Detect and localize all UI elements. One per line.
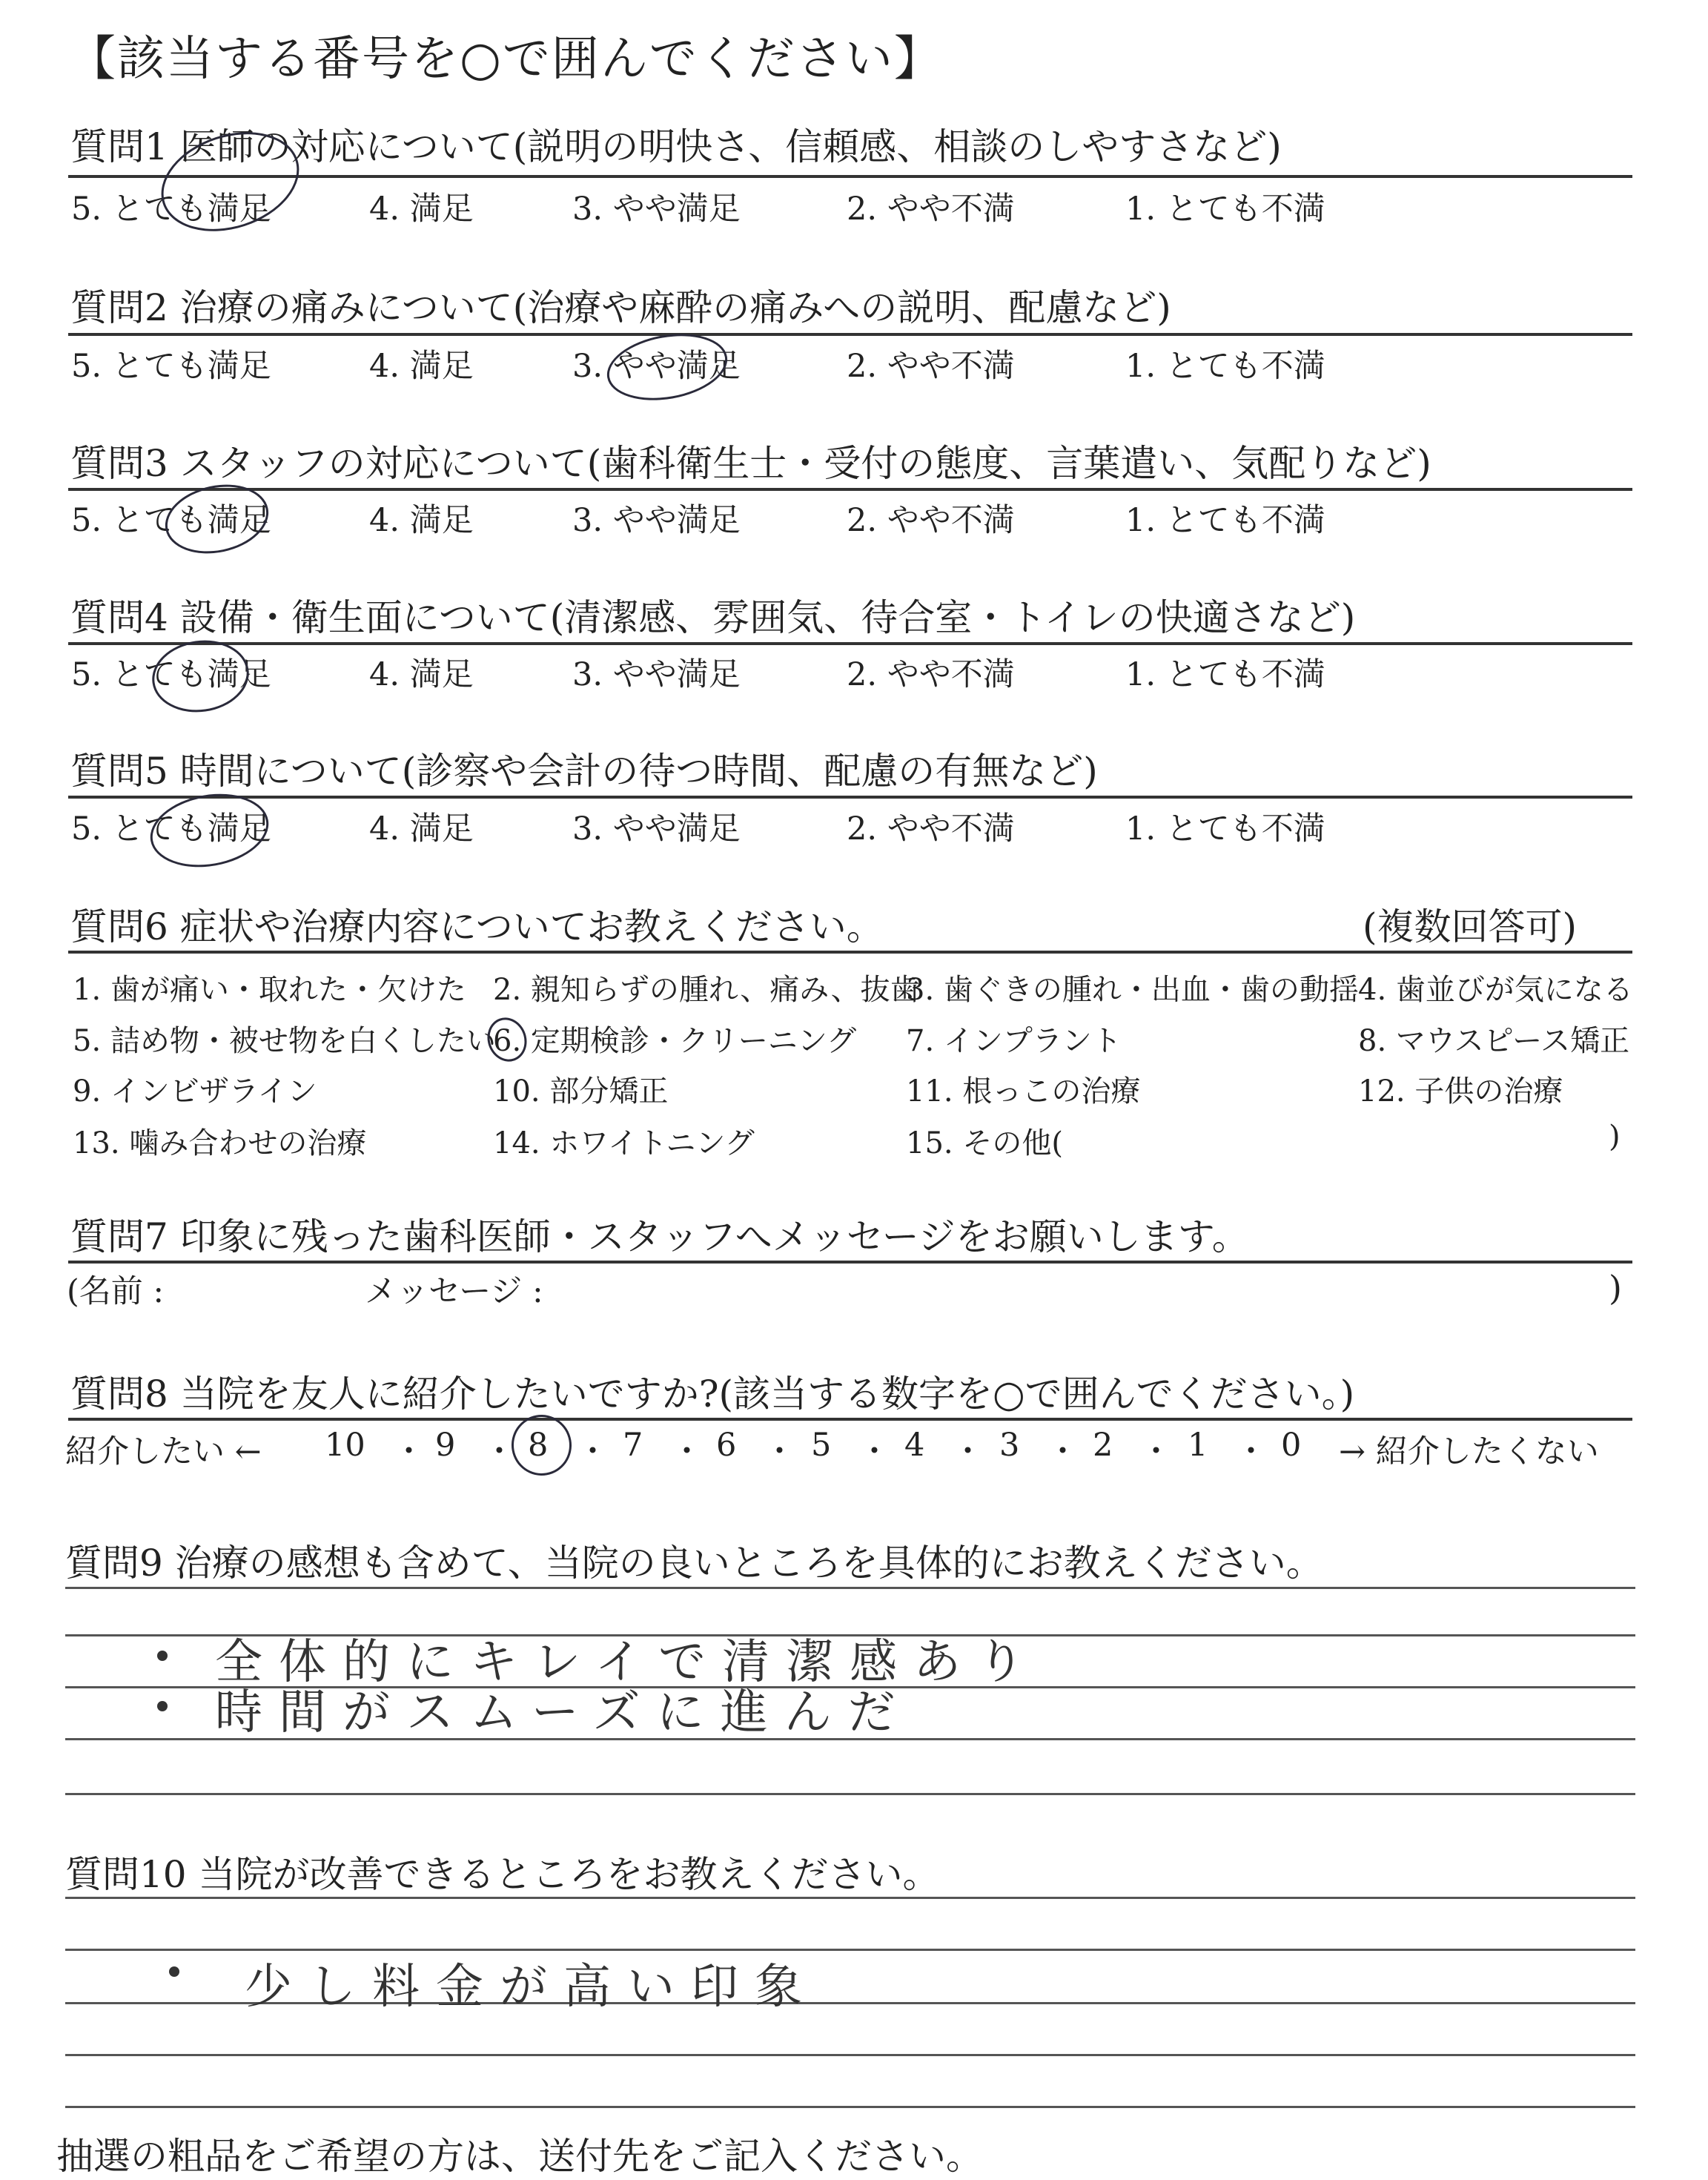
- rating-option-5[interactable]: 5. とても満足: [71, 502, 271, 539]
- divider: [68, 175, 1632, 178]
- symptom-option[interactable]: 2. 親知らずの腫れ、痛み、抜歯: [493, 973, 920, 1007]
- question-3-heading: 質問3 スタッフの対応について(歯科衛生士・受付の態度、言葉遣い、気配りなど): [70, 442, 1431, 485]
- rating-option-4[interactable]: 4. 満足: [369, 191, 474, 228]
- symptom-option[interactable]: 8. マウスピース矯正: [1358, 1024, 1630, 1058]
- rating-option-5[interactable]: 5. とても満足: [71, 348, 271, 385]
- question-9-heading: 質問9 治療の感想も含めて、当院の良いところを具体的にお教えください。: [65, 1542, 1323, 1585]
- symptom-option[interactable]: 14. ホワイトニング: [493, 1126, 755, 1160]
- bullet-dot: [157, 1651, 168, 1661]
- rating-option-4[interactable]: 4. 満足: [369, 810, 474, 848]
- rating-option-2[interactable]: 2. やや不満: [847, 348, 1015, 385]
- symptom-option[interactable]: 5. 詰め物・被せ物を白くしたい: [73, 1024, 496, 1058]
- handwritten-answer: 少し料金が高い印象: [245, 1960, 818, 2015]
- scale-dot: ・: [1140, 1433, 1172, 1470]
- handwritten-answer: 全体的にキレイで清潔感あり: [215, 1635, 1042, 1690]
- scale-dot: ・: [1235, 1433, 1267, 1470]
- scale-option[interactable]: 6: [716, 1427, 737, 1464]
- recommend-label: 紹介したい ←: [65, 1433, 262, 1470]
- symptom-option-other[interactable]: 15. その他(: [906, 1126, 1063, 1160]
- rating-option-4[interactable]: 4. 満足: [369, 502, 474, 539]
- writing-line: [65, 2106, 1635, 2108]
- question-4-heading: 質問4 設備・衛生面について(清潔感、雰囲気、待合室・トイレの快適さなど): [70, 596, 1356, 639]
- rating-option-2[interactable]: 2. やや不満: [847, 191, 1015, 228]
- answer-circle: [145, 785, 274, 876]
- writing-line: [65, 1897, 1635, 1899]
- rating-option-1[interactable]: 1. とても不満: [1125, 348, 1325, 385]
- rating-option-4[interactable]: 4. 満足: [369, 656, 474, 693]
- rating-option-2[interactable]: 2. やや不満: [847, 810, 1015, 848]
- message-label: メッセージ :: [365, 1273, 543, 1310]
- writing-line: [65, 1793, 1635, 1795]
- rating-option-1[interactable]: 1. とても不満: [1125, 191, 1325, 228]
- answer-circle: [148, 634, 254, 718]
- rating-option-2[interactable]: 2. やや不満: [847, 656, 1015, 693]
- question-10-heading: 質問10 当院が改善できるところをお教えください。: [65, 1853, 940, 1896]
- symptom-option[interactable]: 9. インビザライン: [73, 1074, 317, 1109]
- bullet-dot: [169, 1966, 179, 1977]
- question-2-heading: 質問2 治療の痛みについて(治療や麻酔の痛みへの説明、配慮など): [70, 286, 1171, 329]
- form-title: 【該当する番号を○で囲んでください】: [68, 32, 943, 87]
- scale-dot: ・: [577, 1433, 609, 1470]
- scale-dot: ・: [393, 1433, 425, 1470]
- scale-option[interactable]: 2: [1093, 1427, 1113, 1464]
- rating-option-1[interactable]: 1. とても不満: [1125, 656, 1325, 693]
- scale-option[interactable]: 3: [999, 1427, 1020, 1464]
- multiple-answers-note: (複数回答可): [1363, 905, 1578, 948]
- not-recommend-label: → 紹介したくない: [1339, 1433, 1599, 1470]
- scale-dot: ・: [483, 1433, 515, 1470]
- name-label: (名前 :: [67, 1273, 164, 1310]
- scale-dot: ・: [671, 1433, 703, 1470]
- rating-option-3[interactable]: 3. やや満足: [572, 502, 741, 539]
- bullet-dot: [157, 1701, 168, 1711]
- scale-option[interactable]: 9: [435, 1427, 456, 1464]
- divider: [68, 333, 1632, 336]
- symptom-option[interactable]: 3. 歯ぐきの腫れ・出血・歯の動揺: [906, 973, 1359, 1007]
- rating-option-5[interactable]: 5. とても満足: [71, 656, 271, 693]
- question-1-heading: 質問1 医師の対応について(説明の明快さ、信頼感、相談のしやすさなど): [70, 125, 1282, 168]
- rating-option-3[interactable]: 3. やや満足: [572, 348, 741, 385]
- question-5-heading: 質問5 時間について(診察や会計の待つ時間、配慮の有無など): [70, 750, 1098, 793]
- divider: [68, 642, 1632, 645]
- divider: [68, 1418, 1632, 1421]
- rating-option-3[interactable]: 3. やや満足: [572, 191, 741, 228]
- scale-option-selected[interactable]: 8: [528, 1427, 549, 1464]
- divider: [68, 488, 1632, 491]
- rating-option-3[interactable]: 3. やや満足: [572, 656, 741, 693]
- question-8-heading: 質問8 当院を友人に紹介したいですか?(該当する数字を○で囲んでください。): [70, 1373, 1355, 1416]
- rating-option-5[interactable]: 5. とても満足: [71, 810, 271, 848]
- symptom-option[interactable]: 12. 子供の治療: [1358, 1074, 1563, 1109]
- footer-note: 抽選の粗品をご希望の方は、送付先をご記入ください。: [56, 2135, 983, 2178]
- scale-option[interactable]: 5: [811, 1427, 832, 1464]
- symptom-option[interactable]: 13. 噛み合わせの治療: [73, 1126, 367, 1160]
- rating-option-1[interactable]: 1. とても不満: [1125, 502, 1325, 539]
- scale-option[interactable]: 10: [325, 1427, 365, 1464]
- rating-option-3[interactable]: 3. やや満足: [572, 810, 741, 848]
- symptom-option[interactable]: 6. 定期検診・クリーニング: [493, 1024, 857, 1058]
- scale-dot: ・: [1047, 1433, 1079, 1470]
- scale-dot: ・: [858, 1433, 890, 1470]
- rating-option-4[interactable]: 4. 満足: [369, 348, 474, 385]
- scale-option[interactable]: 4: [904, 1427, 925, 1464]
- writing-line: [65, 2054, 1635, 2056]
- message-close-paren: ): [1609, 1268, 1622, 1308]
- symptom-option[interactable]: 7. インプラント: [906, 1024, 1122, 1058]
- scale-dot: ・: [952, 1433, 984, 1470]
- writing-line: [65, 1587, 1635, 1589]
- other-close-paren: ): [1609, 1120, 1621, 1154]
- handwritten-answer: 時間がスムーズに進んだ: [215, 1685, 912, 1740]
- symptom-option[interactable]: 11. 根っこの治療: [906, 1074, 1141, 1109]
- symptom-option[interactable]: 4. 歯並びが気になる: [1358, 973, 1633, 1007]
- rating-option-1[interactable]: 1. とても不満: [1125, 810, 1325, 848]
- divider: [68, 1261, 1632, 1264]
- question-7-heading: 質問7 印象に残った歯科医師・スタッフへメッセージをお願いします。: [70, 1215, 1249, 1258]
- symptom-option[interactable]: 10. 部分矯正: [493, 1074, 669, 1109]
- question-6-heading: 質問6 症状や治療内容についてお教えください。: [70, 905, 884, 948]
- rating-option-5[interactable]: 5. とても満足: [71, 191, 271, 228]
- scale-dot: ・: [764, 1433, 795, 1470]
- scale-option[interactable]: 0: [1281, 1427, 1302, 1464]
- scale-option[interactable]: 1: [1188, 1427, 1208, 1464]
- scale-option[interactable]: 7: [623, 1427, 643, 1464]
- divider: [68, 796, 1632, 799]
- symptom-option[interactable]: 1. 歯が痛い・取れた・欠けた: [73, 973, 466, 1007]
- divider: [68, 951, 1632, 954]
- rating-option-2[interactable]: 2. やや不満: [847, 502, 1015, 539]
- answer-circle: [602, 325, 732, 409]
